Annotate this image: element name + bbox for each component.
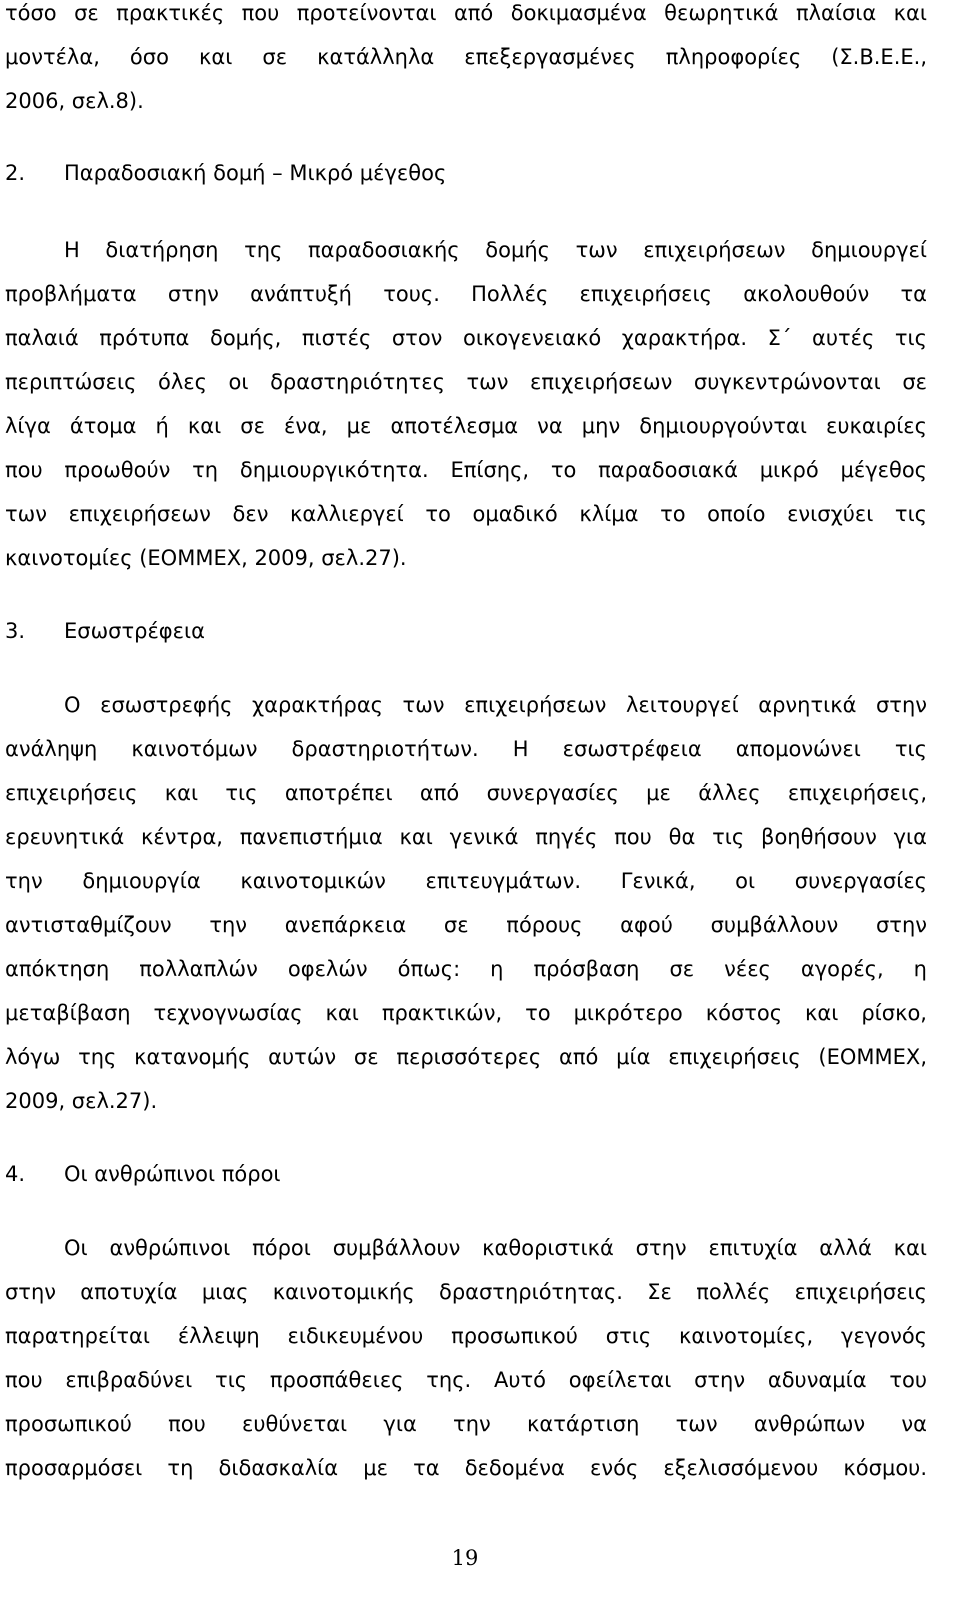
section-4-title: Οι ανθρώπινοι πόροι (64, 1162, 281, 1186)
section-2-title: Παραδοσιακή δομή – Μικρό μέγεθος (64, 161, 447, 185)
section-2-line: περιπτώσεις όλες οι δραστηριότητες των επιχειρήσεων συγκεντρώνονται σε (5, 370, 927, 394)
section-2-line: παλαιά πρότυπα δομής, πιστές στον οικογενειακό χαρακτήρα. Σ΄ αυτές τις (5, 326, 927, 350)
section-2-line: των επιχειρήσεων δεν καλλιεργεί το ομαδικό κλίμα το οποίο ενισχύει τις (5, 502, 927, 526)
section-3-line: την δημιουργία καινοτομικών επιτευγμάτων. Γενικά, οι συνεργασίες (5, 869, 927, 893)
section-4-line: στην αποτυχία μιας καινοτομικής δραστηριότητας. Σε πολλές επιχειρήσεις (5, 1280, 927, 1304)
section-3-line: 2009, σελ.27). (5, 1089, 158, 1113)
section-3-line: Ο εσωστρεφής χαρακτήρας των επιχειρήσεων λειτουργεί αρνητικά στην (64, 693, 927, 717)
section-4-line: που επιβραδύνει τις προσπάθειες της. Αυτό οφείλεται στην αδυναμία του (5, 1368, 927, 1392)
section-3-line: αντισταθμίζουν την ανεπάρκεια σε πόρους αφού συμβάλλουν στην (5, 913, 927, 937)
section-4-line: Οι ανθρώπινοι πόροι συμβάλλουν καθοριστικά στην επιτυχία αλλά και (64, 1236, 927, 1260)
section-2-line: καινοτομίες (ΕΟΜΜΕΧ, 2009, σελ.27). (5, 546, 407, 570)
section-3-number: 3. (5, 619, 26, 643)
intro-line-1: τόσο σε πρακτικές που προτείνονται από δοκιμασμένα θεωρητικά πλαίσια και (5, 1, 927, 25)
section-2-line: προβλήματα στην ανάπτυξή τους. Πολλές επιχειρήσεις ακολουθούν τα (5, 282, 927, 306)
section-3-line: ανάληψη καινοτόμων δραστηριοτήτων. Η εσωστρέφεια απομονώνει τις (5, 737, 927, 761)
page-number: 19 (451, 1546, 479, 1570)
section-2-line: Η διατήρηση της παραδοσιακής δομής των επιχειρήσεων δημιουργεί (64, 238, 927, 262)
section-3-title: Εσωστρέφεια (64, 619, 205, 643)
section-3-line: επιχειρήσεις και τις αποτρέπει από συνεργασίες με άλλες επιχειρήσεις, (5, 781, 927, 805)
section-4-line: προσαρμόσει τη διδασκαλία με τα δεδομένα ενός εξελισσόμενου κόσμου. (5, 1456, 927, 1480)
section-3-line: ερευνητικά κέντρα, πανεπιστήμια και γενικά πηγές που θα τις βοηθήσουν για (5, 825, 927, 849)
section-2-line: λίγα άτομα ή και σε ένα, με αποτέλεσμα να μην δημιουργούνται ευκαιρίες (5, 414, 927, 438)
section-2-number: 2. (5, 161, 26, 185)
section-3-line: λόγω της κατανομής αυτών σε περισσότερες από μία επιχειρήσεις (ΕΟΜΜΕΧ, (5, 1045, 927, 1069)
intro-line-2: μοντέλα, όσο και σε κατάλληλα επεξεργασμένες πληροφορίες (Σ.Β.Ε.Ε., (5, 45, 927, 69)
section-3-line: μεταβίβαση τεχνογνωσίας και πρακτικών, το μικρότερο κόστος και ρίσκο, (5, 1001, 927, 1025)
section-4-number: 4. (5, 1162, 26, 1186)
section-4-line: παρατηρείται έλλειψη ειδικευμένου προσωπικού στις καινοτομίες, γεγονός (5, 1324, 927, 1348)
section-4-line: προσωπικού που ευθύνεται για την κατάρτιση των ανθρώπων να (5, 1412, 927, 1436)
section-3-line: απόκτηση πολλαπλών οφελών όπως: η πρόσβαση σε νέες αγορές, η (5, 957, 927, 981)
intro-line-3: 2006, σελ.8). (5, 89, 144, 113)
section-2-line: που προωθούν τη δημιουργικότητα. Επίσης, το παραδοσιακά μικρό μέγεθος (5, 458, 927, 482)
